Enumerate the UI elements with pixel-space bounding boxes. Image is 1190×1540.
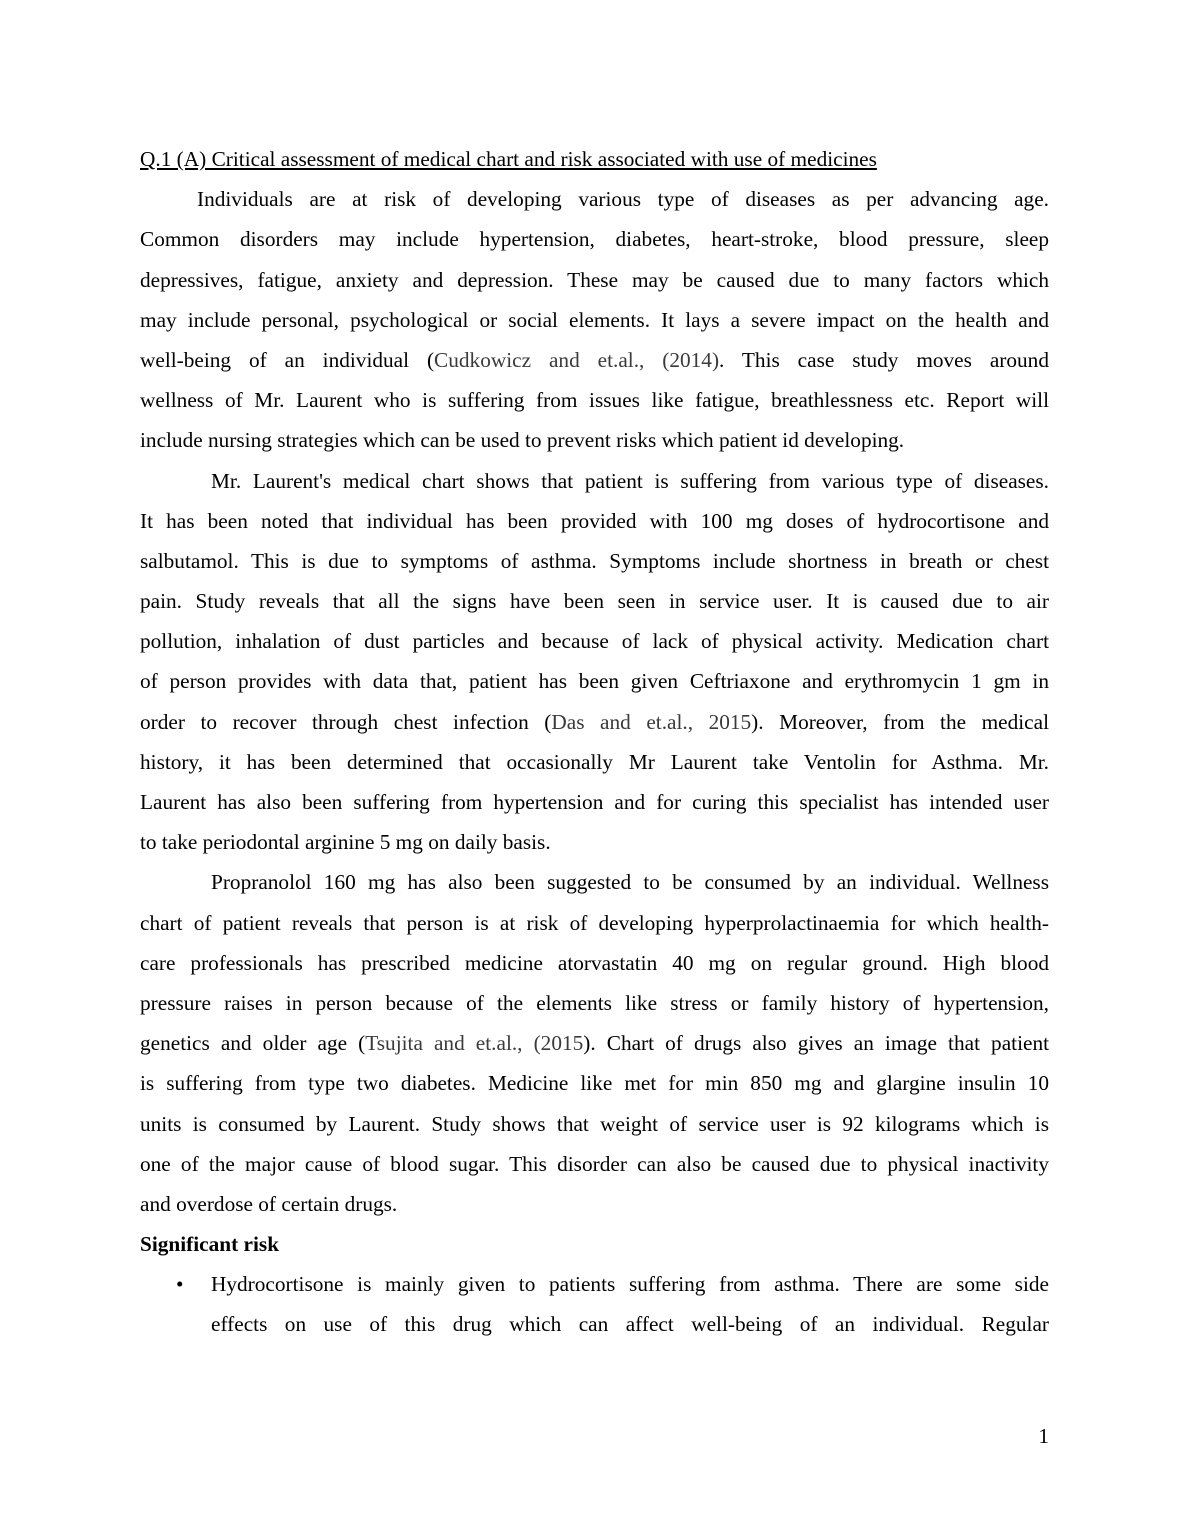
text-line — [140, 702, 1049, 742]
text-segment: to take periodontal arginine 5 mg on daily basis. — [140, 830, 551, 855]
text-line — [140, 661, 1049, 701]
text-line — [140, 179, 1049, 219]
text-line — [140, 300, 1049, 340]
paragraph — [140, 461, 1049, 863]
citation: Tsujita and et.al., (2015 — [365, 1031, 584, 1056]
text-line — [140, 260, 1049, 300]
text-line — [140, 862, 1049, 902]
text-line — [140, 742, 1049, 782]
text-line — [140, 501, 1049, 541]
text-segment: may include personal, psychological or social elements. It lays a severe impact on the health and — [140, 307, 1049, 332]
text-segment: chart of patient reveals that person is at risk of developing hyperprolactinaemia for which health- — [140, 910, 1049, 935]
subheading-significant-risk: Significant risk — [140, 1232, 280, 1257]
text-segment: pain. Study reveals that all the signs have been seen in service user. It is caused due to air — [140, 589, 1049, 614]
bullet-item — [140, 1264, 1049, 1304]
text-line — [140, 903, 1049, 943]
text-line — [140, 380, 1049, 420]
page-number: 1 — [1038, 1424, 1049, 1448]
text-segment: and overdose of certain drugs. — [140, 1191, 398, 1216]
text-segment: include nursing strategies which can be used to prevent risks which patient id developing. — [140, 428, 905, 453]
text-segment: Common disorders may include hypertension, diabetes, heart-stroke, blood pressure, sleep — [140, 227, 1049, 252]
text-segment: . This case study moves around — [719, 347, 1049, 372]
text-line — [140, 1023, 1049, 1063]
text-line — [140, 621, 1049, 661]
text-line — [140, 340, 1049, 380]
text-line — [140, 983, 1049, 1023]
paragraphs — [140, 179, 1049, 1224]
text-line — [140, 1063, 1049, 1103]
text-line — [140, 461, 1049, 501]
text-segment: pressure raises in person because of the elements like stress or family history of hypertension, — [140, 990, 1049, 1015]
text-line — [140, 420, 1049, 460]
text-segment: is suffering from type two diabetes. Medicine like met for min 850 mg and glargine insulin 10 — [140, 1071, 1049, 1096]
text-segment: pollution, inhalation of dust particles and because of lack of physical activity. Medication chart — [140, 629, 1049, 654]
bullet-item-continuation — [140, 1304, 1049, 1344]
text-segment: care professionals has prescribed medicine atorvastatin 40 mg on regular ground. High blood — [140, 950, 1049, 975]
text-segment: depressives, fatigue, anxiety and depression. These may be caused due to many factors which — [140, 267, 1049, 292]
text-segment: Laurent has also been suffering from hypertension and for curing this specialist has intended user — [140, 790, 1049, 814]
bullet-icon: • — [176, 1272, 184, 1297]
document-body — [140, 139, 1049, 1345]
text-segment: history, it has been determined that occasionally Mr Laurent take Ventolin for Asthma. Mr. — [140, 749, 1049, 774]
text-line — [140, 219, 1049, 259]
text-segment: one of the major cause of blood sugar. This disorder can also be caused due to physical inactivity — [140, 1151, 1049, 1176]
section-title: Q.1 (A) Critical assessment of medical chart and risk associated with use of medicines — [140, 147, 877, 171]
text-line — [140, 943, 1049, 983]
text-segment: salbutamol. This is due to symptoms of asthma. Symptoms include shortness in breath or chest — [140, 548, 1049, 573]
text-line — [140, 1104, 1049, 1144]
text-segment: Individuals are at risk of developing various type of diseases as per advancing age. — [197, 187, 1049, 212]
text-line — [140, 1184, 1049, 1224]
text-segment: ). Moreover, from the medical — [751, 709, 1050, 734]
text-line — [140, 782, 1049, 822]
text-segment: Propranolol 160 mg has also been suggested to be consumed by an individual. Wellness — [211, 870, 1049, 895]
text-segment: of person provides with data that, patient has been given Ceftriaxone and erythromycin 1 gm in — [140, 669, 1049, 694]
citation: Cudkowicz and et.al., (2014) — [434, 347, 720, 372]
text-line — [140, 822, 1049, 862]
text-line — [140, 1144, 1049, 1184]
paragraph — [140, 179, 1049, 460]
text-segment: ). Chart of drugs also gives an image that patient — [583, 1031, 1050, 1056]
text-segment: It has been noted that individual has been provided with 100 mg doses of hydrocortisone and — [140, 508, 1049, 533]
text-segment: units is consumed by Laurent. Study shows that weight of service user is 92 kilograms which is — [140, 1111, 1049, 1136]
text-line — [140, 581, 1049, 621]
citation: Das and et.al., 2015 — [551, 709, 752, 734]
bullet-line: Hydrocortisone is mainly given to patients suffering from asthma. There are some side — [211, 1272, 1049, 1297]
text-segment: well-being of an individual ( — [140, 347, 435, 372]
text-line — [140, 541, 1049, 581]
text-segment: genetics and older age ( — [140, 1031, 366, 1056]
paragraph — [140, 862, 1049, 1224]
bullet-line: effects on use of this drug which can affect well-being of an individual. Regular — [211, 1312, 1049, 1337]
text-segment: Mr. Laurent's medical chart shows that patient is suffering from various type of diseases. — [211, 468, 1049, 493]
text-segment: order to recover through chest infection ( — [140, 709, 552, 734]
text-segment: wellness of Mr. Laurent who is suffering from issues like fatigue, breathlessness etc. Report will — [140, 388, 1049, 413]
